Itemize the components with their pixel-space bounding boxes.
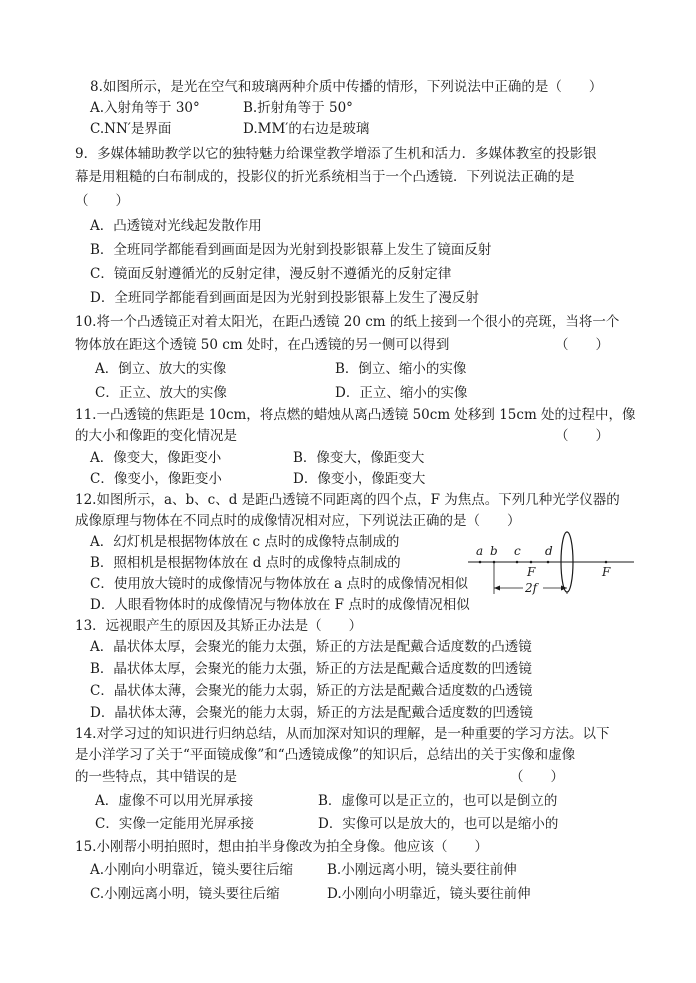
q9-answer-bracket: （ ） [75,193,129,209]
q9-option-b: B．全班同学都能看到画面是因为光射到投影银幕上发生了镜面反射 [90,242,492,258]
point-focus-left [530,561,533,564]
q11-option-d: D．像变小，像距变大 [293,471,426,487]
q14-option-d: D．实像可以是放大的，也可以是缩小的 [318,816,559,832]
q15-option-d: D.小刚向小明靠近，镜头要往前伸 [327,886,531,902]
q8-stem: 8.如图所示，是光在空气和玻璃两种介质中传播的情形，下列说法中正确的是（ ） [90,79,603,95]
point-focus-right [605,561,608,564]
q15-option-c: C.小刚远离小明，镜头要往后缩 [90,886,280,902]
q12-stem-line2: 成像原理与物体在不同点时的成像情况相对应，下列说法正确的是（ ） [75,513,521,529]
q10-option-a: A．倒立、放大的实像 [95,361,227,377]
q11-stem-line2: 的大小和像距的变化情况是 [75,428,237,444]
q8-option-c: C.NN′是界面 [90,121,172,137]
q14-option-a: A．虚像不可以用光屏承接 [95,793,254,809]
q12-option-a: A．幻灯机是根据物体放在 c 点时的成像特点制成的 [90,534,400,550]
q8-option-d: D.MM′的右边是玻璃 [243,121,370,137]
q11-option-b: B．像变大，像距变大 [293,450,425,466]
q9-option-a: A．凸透镜对光线起发散作用 [90,218,262,234]
q14-option-b: B．虚像可以是正立的，也可以是倒立的 [318,793,558,809]
q11-answer-bracket: （ ） [555,428,609,444]
q12-option-c: C．使用放大镜时的成像情况与物体放在 a 点时的成像情况相似 [90,576,468,592]
q11-option-c: C．像变小，像距变小 [90,471,222,487]
label-b: b [490,544,498,558]
q11-stem-line1: 11.一凸透镜的焦距是 10cm，将点燃的蜡烛从离凸透镜 50cm 处移到 15cm 处的过程中，像 [75,407,636,423]
q13-stem: 13．远视眼产生的原因及其矫正办法是（ ） [75,618,363,634]
q15-option-b: B.小刚远离小明，镜头要往前伸 [327,862,517,878]
label-a: a [476,544,484,558]
point-a [479,561,482,564]
q15-stem: 15.小刚帮小明拍照时，想由拍半身像改为拍全身像。他应该（ ） [75,839,488,855]
q12-stem-line1: 12.如图所示，a、b、c、d 是距凸透镜不同距离的四个点，F 为焦点。下列几种光学仪器的 [75,492,620,508]
label-focus-left: F [527,565,536,579]
q9-stem-line2: 幕是用粗糙的白布制成的，投影仪的折光系统相当于一个凸透镜．下列说法正确的是 [75,169,575,185]
lens-diagram-svg [466,514,636,606]
q11-option-a: A．像变大，像距变小 [90,450,222,466]
q15-option-a: A.小刚向小明靠近，镜头要往后缩 [90,862,294,878]
point-d [547,561,550,564]
q10-answer-bracket: （ ） [555,337,609,353]
point-b [493,561,496,564]
dimension-arrow-left [494,586,500,591]
q9-option-c: C．镜面反射遵循光的反射定律，漫反射不遵循光的反射定律 [90,266,452,282]
q9-option-d: D．全班同学都能看到画面是因为光射到投影银幕上发生了漫反射 [90,290,479,306]
label-focus-right: F [602,565,611,579]
q8-option-a: A.入射角等于 30° [90,100,200,116]
label-2f: 2f [525,581,538,595]
q12-option-d: D．人眼看物体时的成像情况与物体放在 F 点时的成像情况相似 [90,597,470,613]
q10-option-b: B．倒立、缩小的实像 [335,361,467,377]
q10-stem-line2: 物体放在距这个透镜 50 cm 处时，在凸透镜的另一侧可以得到 [75,337,450,353]
point-c [516,561,519,564]
q10-option-c: C．正立、放大的实像 [95,385,227,401]
q13-option-c: C．晶状体太薄，会聚光的能力太弱，矫正的方法是配戴合适度数的凸透镜 [90,683,533,699]
q14-stem-line2: 是小洋学习了关于“平面镜成像”和“凸透镜成像”的知识后，总结出的关于实像和虚像 [75,747,576,763]
q12-option-b: B．照相机是根据物体放在 d 点时的成像特点制成的 [90,555,401,571]
q14-option-c: C．实像一定能用光屏承接 [95,816,254,832]
label-c: c [514,544,521,558]
q10-stem-line1: 10.将一个凸透镜正对着太阳光，在距凸透镜 20 cm 的纸上接到一个很小的亮斑，当将一个 [75,314,620,330]
convex-lens-diagram [466,514,636,606]
q14-answer-bracket: （ ） [510,769,564,785]
q9-stem-line1: 9．多媒体辅助教学以它的独特魅力给课堂教学增添了生机和活力．多媒体教室的投影银 [75,146,597,162]
q14-stem-line1: 14.对学习过的知识进行归纳总结，从而加深对知识的理解，是一种重要的学习方法。以下 [75,726,610,742]
q13-option-b: B．晶状体太厚，会聚光的能力太强，矫正的方法是配戴合适度数的凹透镜 [90,661,532,677]
q10-option-d: D．正立、缩小的实像 [335,385,468,401]
label-d: d [545,544,553,558]
q8-option-b: B.折射角等于 50° [243,100,353,116]
q13-option-d: D．晶状体太薄，会聚光的能力太弱，矫正的方法是配戴合适度数的凹透镜 [90,705,533,721]
q14-stem-line3: 的一些特点，其中错误的是 [75,769,237,785]
q13-option-a: A．晶状体太厚，会聚光的能力太强，矫正的方法是配戴合适度数的凸透镜 [90,639,532,655]
